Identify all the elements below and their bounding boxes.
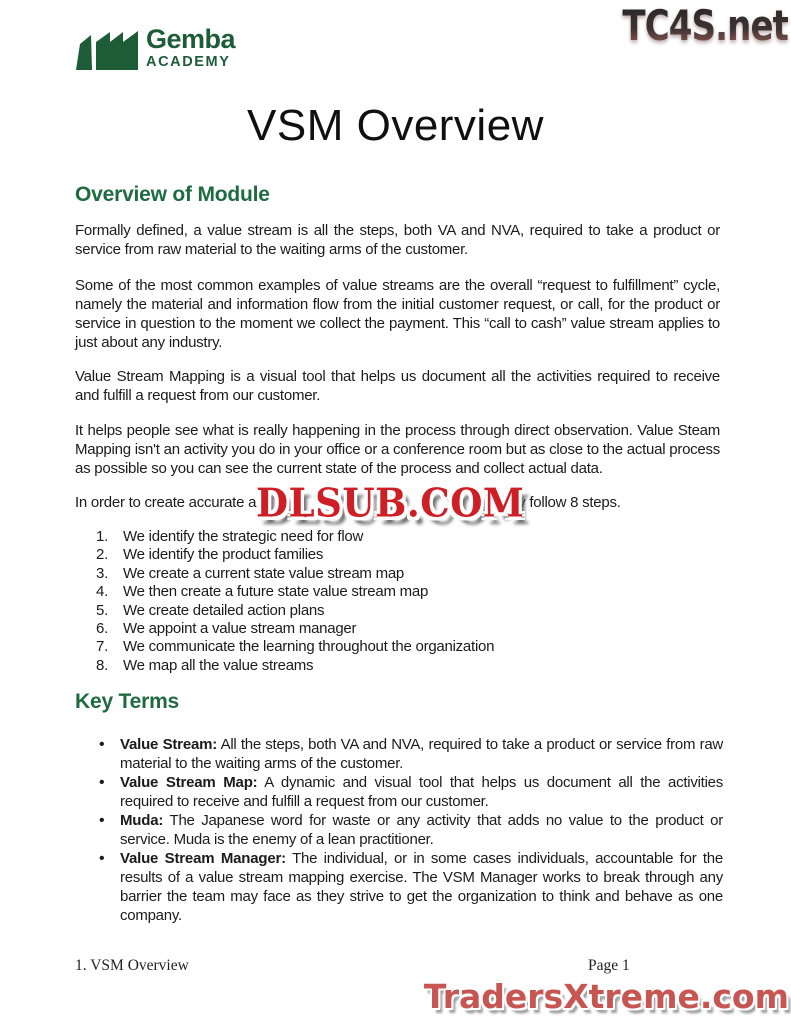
steps-list-item: We then create a future state value stream map [123,583,429,601]
term-definition: All the steps, both VA and NVA, required to take a product or service from raw material to the waiting arms of the customer. [120,736,723,772]
paragraph-definition: Formally defined, a value stream is all the steps, both VA and NVA, required to take a product or service from raw material to the waiting arms of the customer. [75,222,720,258]
term-definition: A dynamic and visual tool that helps us document all the activities required to receive and fulfill a request from our customer. [120,774,723,810]
steps-list-item: We identify the strategic need for flow [123,528,364,545]
steps-list-item: We communicate the learning throughout the organization [123,638,495,656]
steps-list-item: We appoint a value stream manager [123,620,357,638]
page-title: VSM Overview [247,101,544,150]
key-term-value-stream-manager [75,849,723,925]
footer-chapter-label: 1. VSM Overview [75,957,189,974]
term-definition: The Japanese word for waste or any activity that adds no value to the product or service. Muda is the enemy of a lean practitioner. [120,812,723,848]
steps-list-item: We map all the value streams [123,656,314,674]
key-terms-list [75,735,723,925]
paragraph-observation: It helps people see what is really happening in the process through direct observation. Value Steam Mapping isn't an activity you do in your office or a conference room but as close to the actual process as possible so you can see the current state of the process and collect actual data. [75,422,720,477]
eight-steps-suffix: y follow 8 steps. [518,494,621,511]
logo-name: Gemba [146,24,236,54]
steps-list-item: We identify the product families [123,546,324,564]
steps-list-item: We create detailed action plans [123,601,325,619]
logo-text [146,26,235,70]
term-definition: The individual, or in some cases individuals, accountable for the results of a value stream mapping exercise. The VSM Manager works to break through any barrier the team may face as they strive to get the organization to think and behave as one company. [120,850,723,924]
logo-subtitle: ACADEMY [146,54,231,70]
tradersxtreme-watermark: TradersXtreme.com [423,977,789,1016]
gemba-academy-logo [76,24,235,70]
steps-list [96,528,494,675]
key-term-value-stream-map [75,773,723,811]
steps-list-item: We create a current state value stream map [123,564,405,582]
term-label: Value Stream Map: [120,774,258,791]
section-heading-overview: Overview of Module [75,183,270,206]
term-label: Value Stream: [120,736,218,753]
dlsub-watermark: DLSUB.COM [256,479,525,527]
term-label: Value Stream Manager: [120,850,286,867]
key-term-muda [75,811,723,849]
footer-page-number: Page 1 [588,957,630,974]
tc4s-watermark: TC4S.net [622,2,788,51]
section-heading-key-terms: Key Terms [75,690,180,713]
paragraph-examples: Some of the most common examples of value streams are the overall “request to fulfillment” cycle, namely the material and information flow from the initial customer request, or call, for the product or service in question to the moment we collect the payment. This “call to cash” value stream applies to just about any industry. [75,277,720,351]
key-term-value-stream [75,735,723,773]
term-label: Muda: [120,812,164,829]
factory-icon [76,24,138,70]
eight-steps-prefix: In order to create accurate a [75,494,257,511]
paragraph-vsm-tool: Value Stream Mapping is a visual tool that helps us document all the activities required to receive and fulfill a request from our customer. [75,368,720,404]
